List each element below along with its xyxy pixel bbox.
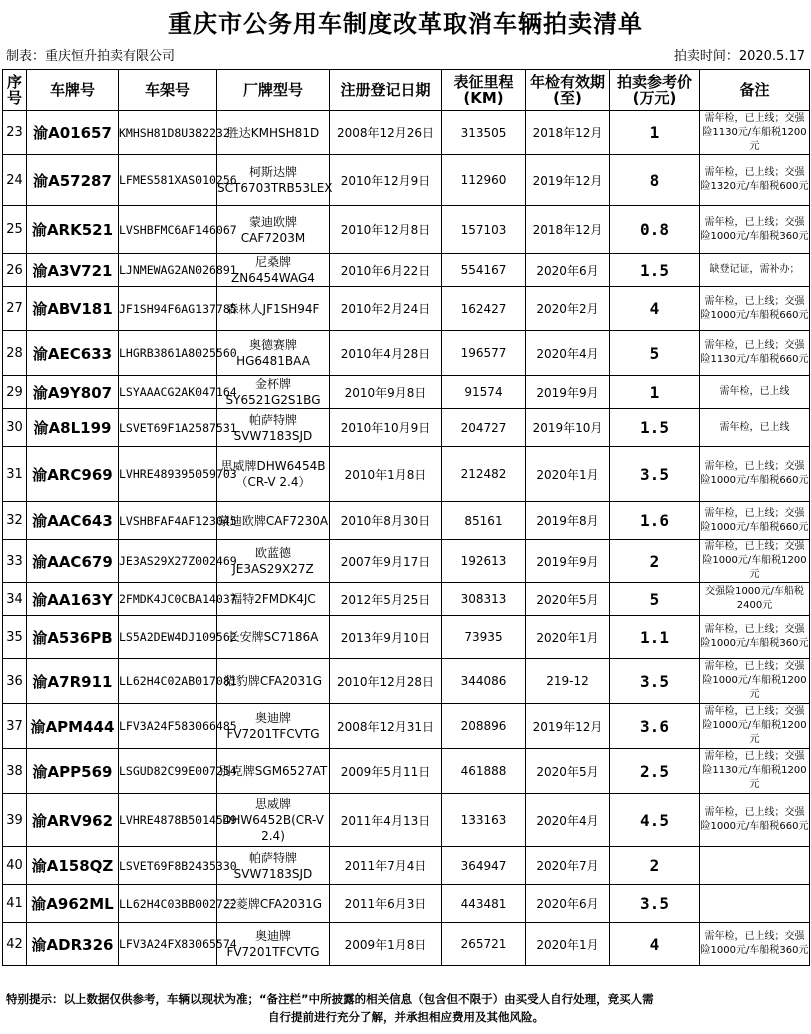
row-note: 需年检，已上线 bbox=[700, 409, 810, 447]
row-inspection: 2018年12月 bbox=[526, 111, 610, 155]
maker-label: 制表：重庆恒升拍卖有限公司 bbox=[6, 49, 176, 64]
row-mileage: 162427 bbox=[442, 287, 526, 331]
row-price: 4 bbox=[610, 923, 700, 966]
row-inspection: 2018年12月 bbox=[526, 206, 610, 254]
row-inspection: 2020年7月 bbox=[526, 847, 610, 885]
row-seq: 28 bbox=[3, 331, 27, 376]
row-note: 需年检，已上线；交强险1000元/车船税360元 bbox=[700, 616, 810, 659]
row-mileage: 308313 bbox=[442, 583, 526, 616]
row-inspection: 2020年1月 bbox=[526, 923, 610, 966]
notice-line-2: 自行提前进行充分了解，并承担相应费用及其他风险。 bbox=[268, 1010, 544, 1024]
row-note: 需年检，已上线；交强险1130元/车船税1200元 bbox=[700, 111, 810, 155]
row-price: 3.6 bbox=[610, 704, 700, 749]
row-vin: LVHRE489395059703 bbox=[119, 447, 217, 502]
row-note: 需年检，已上线；交强险1000元/车船税1200元 bbox=[700, 540, 810, 583]
row-seq: 23 bbox=[3, 111, 27, 155]
row-mileage: 344086 bbox=[442, 659, 526, 704]
row-inspection: 2020年5月 bbox=[526, 583, 610, 616]
row-model: 思威牌DHW6452B(CR-V 2.4) bbox=[217, 794, 330, 847]
row-reg-date: 2013年9月10日 bbox=[330, 616, 442, 659]
table-row bbox=[3, 447, 810, 502]
row-plate: 渝ARV962 bbox=[27, 794, 119, 847]
table-row bbox=[3, 287, 810, 331]
row-mileage: 91574 bbox=[442, 376, 526, 409]
row-price: 1.1 bbox=[610, 616, 700, 659]
row-model: 帕萨特牌SVW7183SJD bbox=[217, 409, 330, 447]
row-vin: 2FMDK4JC0CBA14037 bbox=[119, 583, 217, 616]
row-vin: JE3AS29X27Z002469 bbox=[119, 540, 217, 583]
row-price: 3.5 bbox=[610, 659, 700, 704]
row-model: 思威牌DHW6454B（CR-V 2.4） bbox=[217, 447, 330, 502]
header-note: 备注 bbox=[700, 70, 810, 111]
row-inspection: 2019年12月 bbox=[526, 155, 610, 206]
row-mileage: 112960 bbox=[442, 155, 526, 206]
row-plate: 渝ARK521 bbox=[27, 206, 119, 254]
row-seq: 34 bbox=[3, 583, 27, 616]
row-plate: 渝A8L199 bbox=[27, 409, 119, 447]
row-model: 柯斯达牌SCT6703TRB53LEX bbox=[217, 155, 330, 206]
row-reg-date: 2008年12月26日 bbox=[330, 111, 442, 155]
row-seq: 33 bbox=[3, 540, 27, 583]
row-price: 1.5 bbox=[610, 409, 700, 447]
row-plate: 渝A7R911 bbox=[27, 659, 119, 704]
table-row bbox=[3, 206, 810, 254]
table-row bbox=[3, 616, 810, 659]
row-vin: LFV3A24FX83065574 bbox=[119, 923, 217, 966]
row-plate: 渝AAC679 bbox=[27, 540, 119, 583]
row-mileage: 313505 bbox=[442, 111, 526, 155]
row-model: 胜达KMHSH81D bbox=[217, 111, 330, 155]
row-note: 需年检，已上线；交强险1000元/车船税660元 bbox=[700, 287, 810, 331]
row-reg-date: 2011年4月13日 bbox=[330, 794, 442, 847]
row-reg-date: 2012年5月25日 bbox=[330, 583, 442, 616]
row-mileage: 364947 bbox=[442, 847, 526, 885]
row-seq: 41 bbox=[3, 885, 27, 923]
row-price: 4 bbox=[610, 287, 700, 331]
row-mileage: 192613 bbox=[442, 540, 526, 583]
row-vin: LHGRB3861A8025560 bbox=[119, 331, 217, 376]
row-plate: 渝AEC633 bbox=[27, 331, 119, 376]
row-plate: 渝A9Y807 bbox=[27, 376, 119, 409]
row-vin: LL62H4C03BB002722 bbox=[119, 885, 217, 923]
row-model: 别克牌SGM6527AT bbox=[217, 749, 330, 794]
row-inspection: 2020年1月 bbox=[526, 447, 610, 502]
table-row bbox=[3, 794, 810, 847]
row-seq: 25 bbox=[3, 206, 27, 254]
row-seq: 32 bbox=[3, 502, 27, 540]
notice-line-1: 特别提示：以上数据仅供参考，车辆以现状为准；“备注栏”中所披露的相关信息（包含但不限于）由买受人自行处理，竞买人需 bbox=[6, 992, 654, 1006]
row-model: 欧蓝德JE3AS29X27Z bbox=[217, 540, 330, 583]
row-vin: LSGUD82C99E007254 bbox=[119, 749, 217, 794]
header-vin: 车架号 bbox=[119, 70, 217, 111]
header-plate: 车牌号 bbox=[27, 70, 119, 111]
row-reg-date: 2009年5月11日 bbox=[330, 749, 442, 794]
row-reg-date: 2008年12月31日 bbox=[330, 704, 442, 749]
row-seq: 26 bbox=[3, 254, 27, 287]
row-seq: 40 bbox=[3, 847, 27, 885]
row-price: 2.5 bbox=[610, 749, 700, 794]
row-inspection: 2019年9月 bbox=[526, 376, 610, 409]
row-seq: 31 bbox=[3, 447, 27, 502]
table-row bbox=[3, 923, 810, 966]
auction-time: 拍卖时间：2020.5.17 bbox=[673, 49, 805, 64]
row-reg-date: 2010年12月9日 bbox=[330, 155, 442, 206]
row-mileage: 73935 bbox=[442, 616, 526, 659]
special-notice bbox=[6, 990, 806, 1026]
row-model: 蒙迪欧牌CAF7230A bbox=[217, 502, 330, 540]
table-row bbox=[3, 409, 810, 447]
row-inspection: 219-12 bbox=[526, 659, 610, 704]
row-seq: 27 bbox=[3, 287, 27, 331]
row-model: 蒙迪欧牌CAF7203M bbox=[217, 206, 330, 254]
row-mileage: 554167 bbox=[442, 254, 526, 287]
table-header-row bbox=[3, 70, 810, 111]
row-model: 尼桑牌ZN6454WAG4 bbox=[217, 254, 330, 287]
row-mileage: 461888 bbox=[442, 749, 526, 794]
row-plate: 渝APP569 bbox=[27, 749, 119, 794]
row-mileage: 157103 bbox=[442, 206, 526, 254]
row-reg-date: 2011年6月3日 bbox=[330, 885, 442, 923]
row-mileage: 265721 bbox=[442, 923, 526, 966]
row-seq: 37 bbox=[3, 704, 27, 749]
row-plate: 渝ARC969 bbox=[27, 447, 119, 502]
row-reg-date: 2010年9月8日 bbox=[330, 376, 442, 409]
row-note: 需年检，已上线；交强险1000元/车船税1200元 bbox=[700, 704, 810, 749]
table-row bbox=[3, 331, 810, 376]
row-note: 需年检，已上线；交强险1000元/车船税1200元 bbox=[700, 659, 810, 704]
row-plate: 渝AAC643 bbox=[27, 502, 119, 540]
row-mileage: 196577 bbox=[442, 331, 526, 376]
row-vin: LVHRE4878B5014549 bbox=[119, 794, 217, 847]
row-plate: 渝AA163Y bbox=[27, 583, 119, 616]
row-vin: LSYAAACG2AK047164 bbox=[119, 376, 217, 409]
row-seq: 35 bbox=[3, 616, 27, 659]
row-inspection: 2020年1月 bbox=[526, 616, 610, 659]
row-plate: 渝A536PB bbox=[27, 616, 119, 659]
row-model: 福特2FMDK4JC bbox=[217, 583, 330, 616]
row-price: 0.8 bbox=[610, 206, 700, 254]
row-reg-date: 2007年9月17日 bbox=[330, 540, 442, 583]
row-seq: 29 bbox=[3, 376, 27, 409]
row-inspection: 2019年10月 bbox=[526, 409, 610, 447]
table-row bbox=[3, 111, 810, 155]
vehicle-table bbox=[2, 69, 810, 966]
row-note: 需年检，已上线；交强险1000元/车船税360元 bbox=[700, 206, 810, 254]
row-inspection: 2020年6月 bbox=[526, 254, 610, 287]
row-inspection: 2020年4月 bbox=[526, 794, 610, 847]
header-model: 厂牌型号 bbox=[217, 70, 330, 111]
row-note: 需年检，已上线；交强险1000元/车船税660元 bbox=[700, 794, 810, 847]
table-row bbox=[3, 749, 810, 794]
header-inspection: 年检有效期(至) bbox=[526, 70, 610, 111]
row-vin: LFMES581XAS010256 bbox=[119, 155, 217, 206]
row-note bbox=[700, 847, 810, 885]
table-row bbox=[3, 847, 810, 885]
row-plate: 渝APM444 bbox=[27, 704, 119, 749]
row-seq: 42 bbox=[3, 923, 27, 966]
row-price: 4.5 bbox=[610, 794, 700, 847]
row-mileage: 133163 bbox=[442, 794, 526, 847]
row-model: 金杯牌SY6521G2S1BG bbox=[217, 376, 330, 409]
row-model: 奥德赛牌HG6481BAA bbox=[217, 331, 330, 376]
row-vin: LVSHBFAF4AF123045 bbox=[119, 502, 217, 540]
row-vin: LSVET69F1A2587531 bbox=[119, 409, 217, 447]
row-model: 猎豹牌CFA2031G bbox=[217, 659, 330, 704]
row-model: 长安牌SC7186A bbox=[217, 616, 330, 659]
row-inspection: 2019年8月 bbox=[526, 502, 610, 540]
row-vin: LVSHBFMC6AF146067 bbox=[119, 206, 217, 254]
row-price: 1 bbox=[610, 111, 700, 155]
row-note: 需年检，已上线；交强险1320元/车船税600元 bbox=[700, 155, 810, 206]
row-price: 3.5 bbox=[610, 447, 700, 502]
row-seq: 36 bbox=[3, 659, 27, 704]
row-price: 2 bbox=[610, 540, 700, 583]
row-reg-date: 2010年4月28日 bbox=[330, 331, 442, 376]
row-vin: LSVET69F8B2435330 bbox=[119, 847, 217, 885]
row-seq: 38 bbox=[3, 749, 27, 794]
table-row bbox=[3, 704, 810, 749]
row-price: 8 bbox=[610, 155, 700, 206]
row-note: 需年检，已上线；交强险1130元/车船税660元 bbox=[700, 331, 810, 376]
row-price: 2 bbox=[610, 847, 700, 885]
row-note bbox=[700, 885, 810, 923]
row-price: 3.5 bbox=[610, 885, 700, 923]
row-reg-date: 2009年1月8日 bbox=[330, 923, 442, 966]
table-row bbox=[3, 885, 810, 923]
row-price: 1 bbox=[610, 376, 700, 409]
row-seq: 39 bbox=[3, 794, 27, 847]
row-plate: 渝A158QZ bbox=[27, 847, 119, 885]
row-reg-date: 2011年7月4日 bbox=[330, 847, 442, 885]
row-note: 需年检，已上线 bbox=[700, 376, 810, 409]
header-reg-date: 注册登记日期 bbox=[330, 70, 442, 111]
row-model: 三菱牌CFA2031G bbox=[217, 885, 330, 923]
table-row bbox=[3, 155, 810, 206]
row-reg-date: 2010年2月24日 bbox=[330, 287, 442, 331]
row-model: 奥迪牌FV7201TFCVTG bbox=[217, 923, 330, 966]
row-note: 需年检，已上线；交强险1130元/车船税1200元 bbox=[700, 749, 810, 794]
table-row bbox=[3, 583, 810, 616]
header-mileage: 表征里程(KM) bbox=[442, 70, 526, 111]
row-note: 需年检，已上线；交强险1000元/车船税660元 bbox=[700, 502, 810, 540]
row-vin: KMHSH81D8U382232 bbox=[119, 111, 217, 155]
row-mileage: 212482 bbox=[442, 447, 526, 502]
row-mileage: 208896 bbox=[442, 704, 526, 749]
table-row bbox=[3, 376, 810, 409]
row-vin: LL62H4C02AB017081 bbox=[119, 659, 217, 704]
row-vin: LFV3A24F583066485 bbox=[119, 704, 217, 749]
row-inspection: 2019年12月 bbox=[526, 704, 610, 749]
row-model: 帕萨特牌SVW7183SJD bbox=[217, 847, 330, 885]
row-vin: LJNMEWAG2AN026891 bbox=[119, 254, 217, 287]
row-inspection: 2020年4月 bbox=[526, 331, 610, 376]
row-reg-date: 2010年10月9日 bbox=[330, 409, 442, 447]
header-price: 拍卖参考价(万元) bbox=[610, 70, 700, 111]
row-price: 5 bbox=[610, 331, 700, 376]
row-price: 1.6 bbox=[610, 502, 700, 540]
row-plate: 渝A57287 bbox=[27, 155, 119, 206]
table-row bbox=[3, 502, 810, 540]
row-reg-date: 2010年12月28日 bbox=[330, 659, 442, 704]
row-seq: 24 bbox=[3, 155, 27, 206]
row-note: 交强险1000元/车船税2400元 bbox=[700, 583, 810, 616]
row-inspection: 2020年6月 bbox=[526, 885, 610, 923]
row-plate: 渝A01657 bbox=[27, 111, 119, 155]
row-inspection: 2020年2月 bbox=[526, 287, 610, 331]
table-row bbox=[3, 254, 810, 287]
row-reg-date: 2010年1月8日 bbox=[330, 447, 442, 502]
row-inspection: 2020年5月 bbox=[526, 749, 610, 794]
row-note: 缺登记证，需补办； bbox=[700, 254, 810, 287]
row-plate: 渝ABV181 bbox=[27, 287, 119, 331]
row-mileage: 85161 bbox=[442, 502, 526, 540]
row-vin: LS5A2DEW4DJ109562 bbox=[119, 616, 217, 659]
page-title: 重庆市公务用车制度改革取消车辆拍卖清单 bbox=[168, 10, 643, 38]
table-row bbox=[3, 540, 810, 583]
row-plate: 渝A962ML bbox=[27, 885, 119, 923]
row-plate: 渝ADR326 bbox=[27, 923, 119, 966]
row-reg-date: 2010年6月22日 bbox=[330, 254, 442, 287]
row-mileage: 204727 bbox=[442, 409, 526, 447]
row-reg-date: 2010年8月30日 bbox=[330, 502, 442, 540]
row-note: 需年检，已上线；交强险1000元/车船税660元 bbox=[700, 447, 810, 502]
row-note: 需年检，已上线；交强险1000元/车船税360元 bbox=[700, 923, 810, 966]
row-reg-date: 2010年12月8日 bbox=[330, 206, 442, 254]
row-inspection: 2019年9月 bbox=[526, 540, 610, 583]
header-seq: 序号 bbox=[3, 70, 27, 111]
row-model: 奥迪牌FV7201TFCVTG bbox=[217, 704, 330, 749]
row-price: 5 bbox=[610, 583, 700, 616]
row-vin: JF1SH94F6AG137785 bbox=[119, 287, 217, 331]
row-seq: 30 bbox=[3, 409, 27, 447]
table-row bbox=[3, 659, 810, 704]
row-price: 1.5 bbox=[610, 254, 700, 287]
row-model: 森林人JF1SH94F bbox=[217, 287, 330, 331]
row-mileage: 443481 bbox=[442, 885, 526, 923]
row-plate: 渝A3V721 bbox=[27, 254, 119, 287]
